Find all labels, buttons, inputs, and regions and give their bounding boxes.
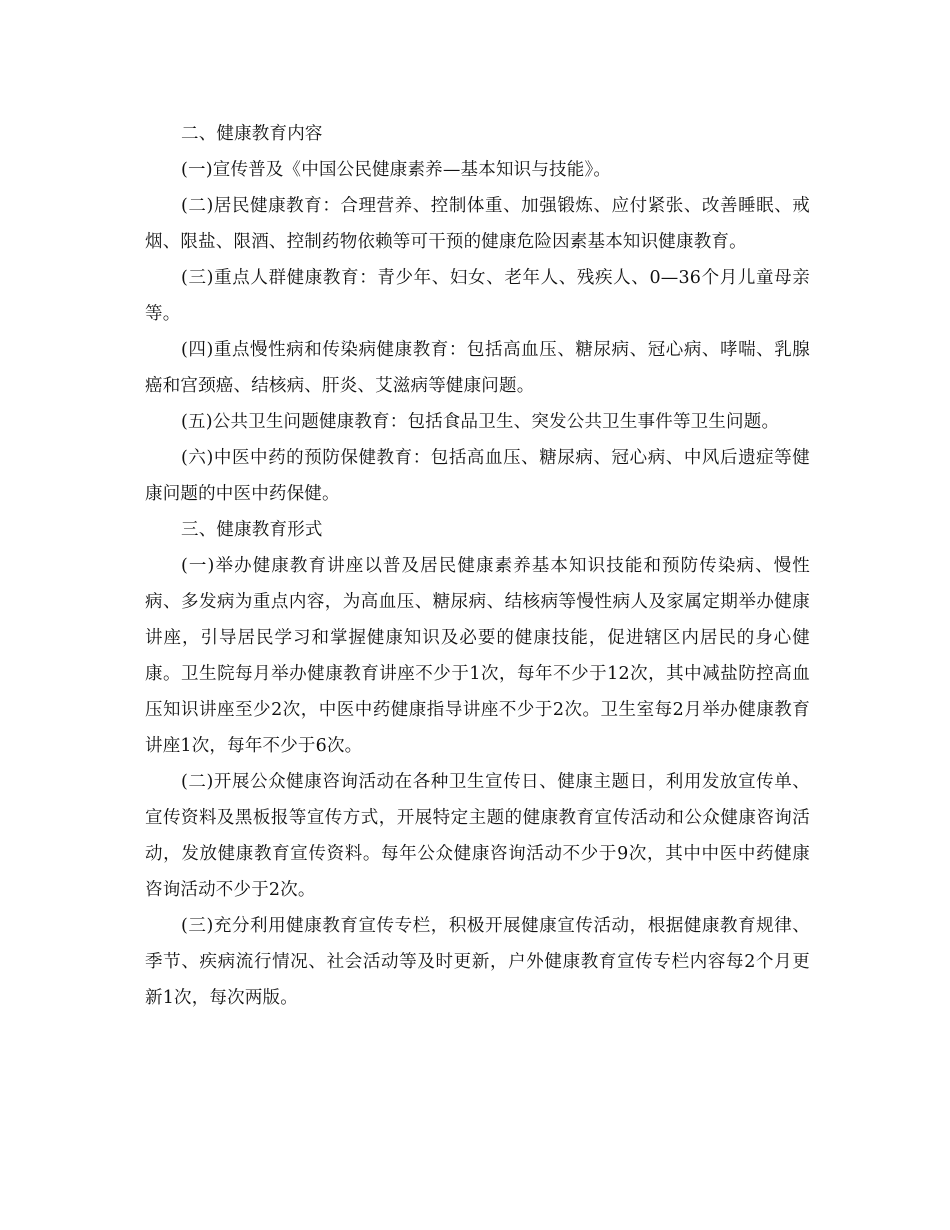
paragraph: (四)重点慢性病和传染病健康教育：包括高血压、糖尿病、冠心病、哮喘、乳腺癌和宫颈癌、结核病、肝炎、艾滋病等健康问题。: [145, 340, 810, 396]
paragraph: (一)举办健康教育讲座以普及居民健康素养基本知识技能和预防传染病、慢性病、多发病为重点内容，为高血压、糖尿病、结核病等慢性病人及家属定期举办健康讲座，引导居民学习和掌握健康知识及必要的健康技能，促进辖区内居民的身心健康。卫生院每月举办健康教育讲座不少于1次，每年不少于12次，其中减盐防控高血压知识讲座至少2次，中医中药健康指导讲座不少于2次。卫生室每2月举办健康教育讲座1次，每年不少于6次。: [145, 556, 810, 756]
paragraph: (二)居民健康教育：合理营养、控制体重、加强锻炼、应付紧张、改善睡眠、戒烟、限盐、限酒、控制药物依赖等可干预的健康危险因素基本知识健康教育。: [145, 196, 810, 252]
section-heading: 三、健康教育形式: [181, 520, 323, 540]
paragraph: (三)充分利用健康教育宣传专栏，积极开展健康宣传活动，根据健康教育规律、季节、疾病流行情况、社会活动等及时更新，户外健康教育宣传专栏内容每2个月更新1次，每次两版。: [145, 916, 810, 1008]
paragraph: (一)宣传普及《中国公民健康素养—基本知识与技能》。: [181, 160, 612, 180]
section-heading: 二、健康教育内容: [181, 124, 323, 144]
paragraph: (六)中医中药的预防保健教育：包括高血压、糖尿病、冠心病、中风后遗症等健康问题的中医中药保健。: [145, 448, 810, 504]
paragraph: (二)开展公众健康咨询活动在各种卫生宣传日、健康主题日，利用发放宣传单、宣传资料及黑板报等宣传方式，开展特定主题的健康教育宣传活动和公众健康咨询活动，发放健康教育宣传资料。每年公众健康咨询活动不少于9次，其中中医中药健康咨询活动不少于2次。: [145, 772, 810, 900]
document-body: [145, 116, 810, 1016]
paragraph: (五)公共卫生问题健康教育：包括食品卫生、突发公共卫生事件等卫生问题。: [181, 412, 780, 432]
paragraph: (三)重点人群健康教育：青少年、妇女、老年人、残疾人、0—36个月儿童母亲等。: [145, 268, 810, 324]
